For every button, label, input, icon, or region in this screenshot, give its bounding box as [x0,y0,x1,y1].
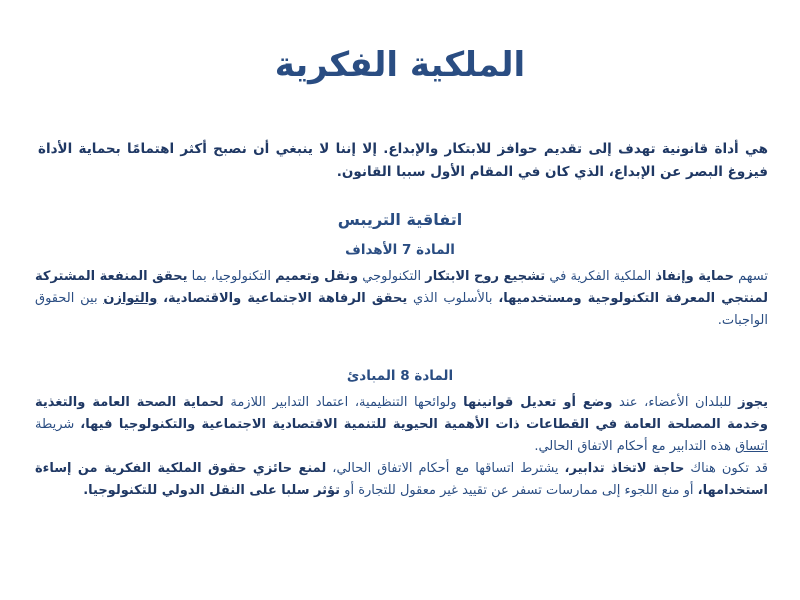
article7-text-6: بين الحقوق الواجبات. [35,291,768,328]
article8-p1-text-4: هذه التدابير مع أحكام الاتفاق الحالي. [534,439,736,454]
intro-paragraph: هي أداة قانونية تهدف إلى تقديم حوافز للابتكار والإبداع. إلا إننا لا ينبغي أن نصبح أكثر اهتمامًا بحماية الأداة فيزوغ البصر عن الإبداع، الذي كان في المقام الأول سببا القانون. [38,141,768,180]
slide-title: الملكية الفكرية [274,45,526,85]
article7-text-3: التكنولوجي [358,269,426,284]
article8-paragraph-2 [35,458,768,502]
article8-p1-bold-3: لحماية الصحة العامة والتغذية وخدمة المصلحة العامة في القطاعات ذات الأهمية الحيوية للتنمية الاقتصادية الاجتماعية والتكنولوجيا فيها، [35,395,768,432]
article8-p1-text-2: ولوائحها التنظيمية، اعتماد التدابير اللازمة [223,395,464,410]
article7-heading: المادة 7 الأهداف [345,242,455,258]
article7-bold-underlined: والتوازن [103,291,158,306]
article8-p2-bold-1: حاجة لاتخاذ تدابير، [564,461,685,476]
article7-bold-4: يحقق المنفعة المشتركة لمنتجي المعرفة التكنولوجية ومستخدميها، [35,269,769,306]
article7-text-4: التكنولوجيا، بما [187,269,276,284]
article8-p2-text-3: أو منع اللجوء إلى ممارسات تسفر عن تقييد غير معقول للتجارة أو [340,483,698,498]
article7-bold-1: حماية وإنفاذ [655,269,734,284]
article8-p2-bold-2: لمنع حائزي حقوق الملكية الفكرية من إساءة استخدامها، [35,461,768,498]
article8-p2-text-2: يشترط اتساقها مع أحكام الاتفاق الحالي، [326,461,565,476]
article8-p1-text-3: شريطة [35,417,81,432]
article8-p1-text-1: للبلدان الأعضاء، عند [612,395,739,410]
section-title: اتفاقية التريبس [337,210,463,229]
article8-paragraph-1 [35,392,768,458]
article8-p1-bold-1: يجوز [738,395,768,410]
article8-p1-underlined: اتساق [735,439,768,454]
article8-p2-text-1: قد تكون هناك [684,461,768,476]
article8-p2-bold-3: تؤثر سلبا على النقل الدولي للتكنولوجيا. [83,483,341,498]
article7-bold-5: يحقق الرفاهة الاجتماعية والاقتصادية، [163,291,408,306]
article7-text-1: تسهم [733,269,768,284]
article8-p1-bold-2: وضع أو تعديل قوانينها [463,395,613,410]
article7-bold-2: تشجيع روح الابتكار [425,269,546,284]
article7-bold-3: ونقل وتعميم [275,269,359,284]
article7-paragraph [35,266,768,332]
article7-text-5: بالأسلوب الذي [407,291,499,306]
article7-text-2: الملكية الفكرية في [545,269,656,284]
article8-heading: المادة 8 المبادئ [346,368,454,384]
